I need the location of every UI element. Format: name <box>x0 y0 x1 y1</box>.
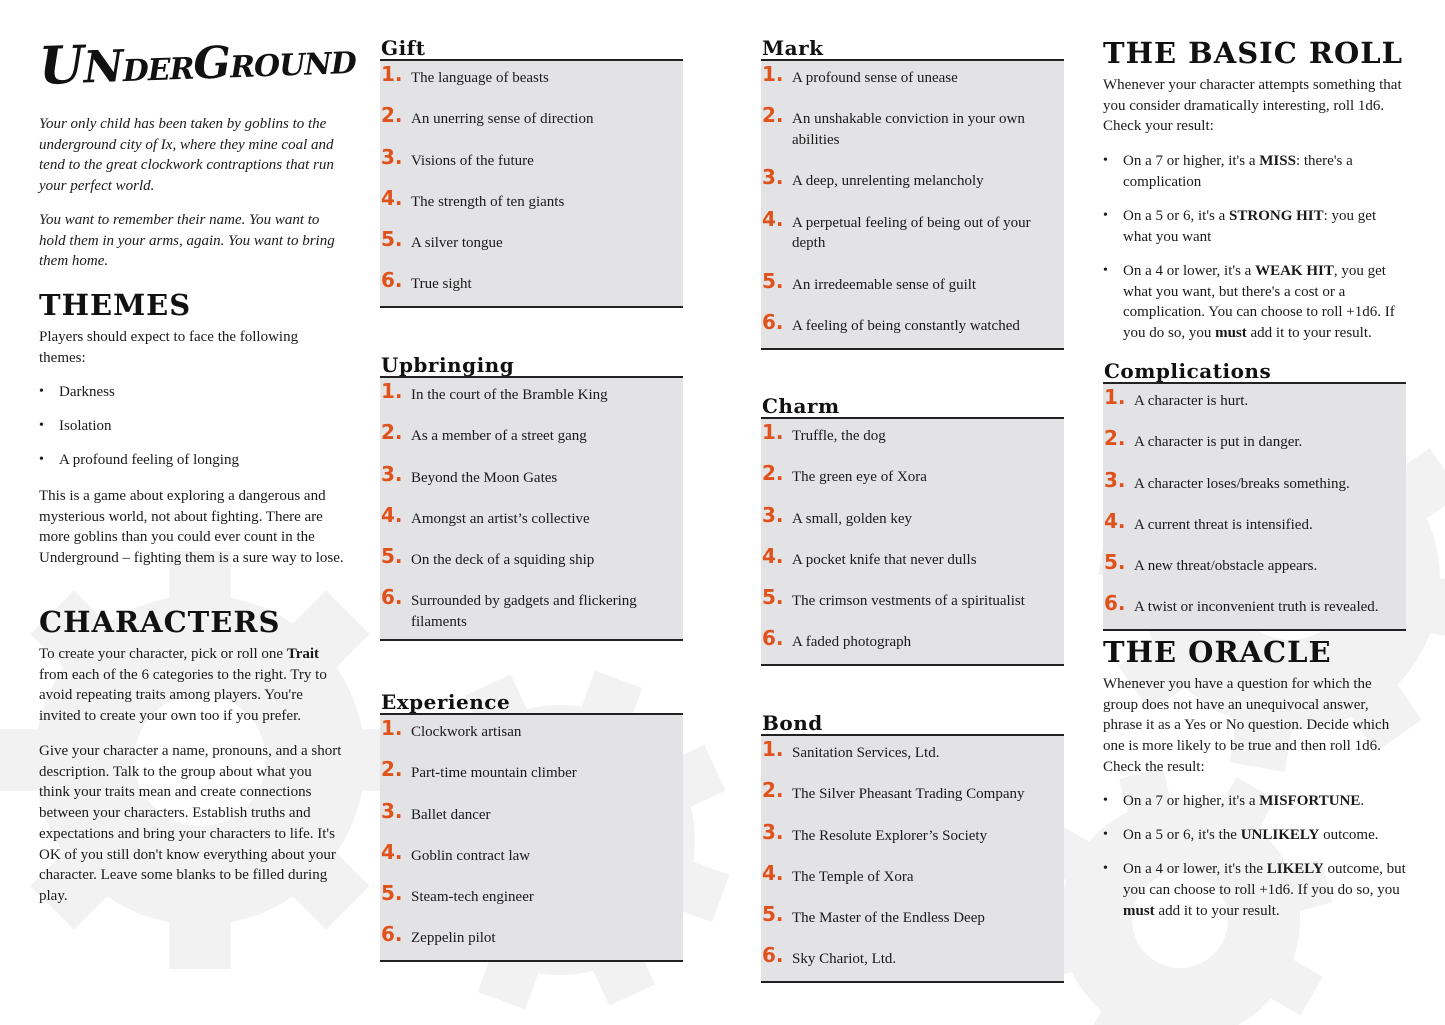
table-row[interactable] <box>380 144 683 190</box>
row-text: The language of beasts <box>411 70 549 86</box>
table-title: Upbringing <box>380 354 683 378</box>
row-number: 2. <box>381 420 403 445</box>
table-row[interactable] <box>380 798 683 844</box>
row-text: The Silver Pheasant Trading Company <box>792 786 1025 803</box>
text-fragment: outcome. <box>1319 827 1379 844</box>
row-text: Amongst an artist’s collective <box>411 510 590 527</box>
row-number: 3. <box>762 165 784 190</box>
table-row[interactable] <box>380 185 683 231</box>
table-row[interactable] <box>380 585 683 639</box>
row-text: A new threat/obstacle appears. <box>1134 558 1318 575</box>
text-fragment: G <box>192 37 231 90</box>
row-number: 4. <box>381 839 403 864</box>
text-fragment: outcome, but you can choose to roll +1d6. If you do so, you <box>1123 861 1406 899</box>
row-number: 3. <box>381 461 403 486</box>
table-row[interactable] <box>1103 591 1406 629</box>
row-number: 5. <box>762 902 784 927</box>
table-row[interactable] <box>761 778 1064 823</box>
table-row[interactable] <box>761 268 1064 314</box>
table-row[interactable] <box>380 227 683 272</box>
table-title: Charm <box>761 395 1064 419</box>
text-fragment: . <box>1360 793 1365 809</box>
experience-table <box>380 691 683 962</box>
list-item <box>1103 151 1403 192</box>
text-fragment: STRONG HIT <box>1229 207 1324 224</box>
oracle-list <box>1103 791 1406 922</box>
themes-heading: THEMES <box>39 288 192 322</box>
row-number: 4. <box>381 502 403 527</box>
text-fragment: add it to your result. <box>1154 902 1280 919</box>
intro-paragraph: Your only child has been taken by goblins to the underground city of Ix, where they mine coal and tend to the great clockwork contraptions that run your perfect world. <box>39 116 334 195</box>
row-text: A profound sense of unease <box>792 70 958 86</box>
text-fragment: On a 5 or 6, it's a <box>1123 207 1230 224</box>
row-text: The Resolute Explorer’s Society <box>792 827 988 844</box>
table-row[interactable] <box>1103 467 1406 513</box>
text-fragment: To create your character, pick or roll one <box>39 646 287 662</box>
row-text: Clockwork artisan <box>411 724 522 740</box>
table-row[interactable] <box>380 502 683 548</box>
row-number: 1. <box>762 62 784 86</box>
text-fragment: On a 7 or higher, it's a <box>1123 793 1260 809</box>
table-row[interactable] <box>1103 508 1406 554</box>
text-fragment: On a 4 or lower, it's the <box>1123 861 1267 878</box>
bond-table <box>761 712 1064 983</box>
text-fragment: ROUND <box>229 45 357 86</box>
row-number: 1. <box>381 379 403 403</box>
row-number: 6. <box>762 626 784 651</box>
row-text: True sight <box>411 276 472 293</box>
row-text: A current threat is intensified. <box>1134 516 1313 533</box>
row-number: 2. <box>762 461 784 486</box>
upbringing-table <box>380 354 683 641</box>
row-text: A character loses/breaks something. <box>1134 475 1350 492</box>
row-number: 3. <box>381 144 403 169</box>
text-fragment: : you get what you want <box>1123 207 1377 245</box>
text-fragment: must <box>1215 324 1247 341</box>
table-row[interactable] <box>761 585 1064 630</box>
table-row[interactable] <box>761 819 1064 865</box>
table-title: Complications <box>1103 360 1406 384</box>
table-row[interactable] <box>761 420 1064 465</box>
table-row[interactable] <box>380 716 683 761</box>
text-fragment: Trait <box>286 646 320 662</box>
list-item <box>1103 825 1406 846</box>
text-fragment: MISFORTUNE <box>1259 793 1361 809</box>
row-text: A character is hurt. <box>1134 393 1249 409</box>
row-text: In the court of the Bramble King <box>411 387 608 403</box>
table-row[interactable] <box>761 737 1064 782</box>
row-text: A feeling of being constantly watched <box>792 317 1020 334</box>
text-fragment: On a 5 or 6, it's the <box>1123 827 1241 844</box>
mark-table <box>761 37 1064 350</box>
table-title: Bond <box>761 712 1064 736</box>
row-number: 3. <box>762 502 784 527</box>
row-number: 1. <box>762 420 784 444</box>
row-number: 4. <box>762 206 784 231</box>
row-text: A character is put in danger. <box>1134 434 1303 451</box>
row-number: 4. <box>1104 508 1126 533</box>
row-number: 2. <box>762 103 784 128</box>
text-fragment: On a 7 or higher, it's a <box>1123 153 1260 169</box>
list-item: • Darkness <box>39 382 339 403</box>
row-text: Part-time mountain climber <box>411 765 577 782</box>
row-number: 4. <box>762 860 784 885</box>
row-number: 6. <box>762 309 784 334</box>
text-fragment: , you get what you want, but there's a cost or a complication. You can choose to roll +1d6. If you do so, you <box>1123 262 1395 341</box>
basic-roll-heading: THE BASIC ROLL <box>1103 36 1404 70</box>
table-row[interactable] <box>380 379 683 424</box>
row-text: A silver tongue <box>411 235 503 252</box>
row-number: 2. <box>381 757 403 782</box>
table-row[interactable] <box>761 165 1064 210</box>
basic-roll-lead: Whenever your character attempts something that you consider dramatically interesting, roll 1d6. Check your result: <box>1103 77 1402 135</box>
text-fragment: : there's a complication <box>1123 153 1353 190</box>
row-number: 6. <box>381 922 403 947</box>
charm-table <box>761 395 1064 666</box>
basic-roll-list <box>1103 151 1403 344</box>
row-text: Sky Chariot, Ltd. <box>792 951 897 968</box>
row-text: Ballet dancer <box>411 806 491 823</box>
table-row[interactable] <box>761 502 1064 548</box>
table-row[interactable] <box>761 902 1064 947</box>
gift-table <box>380 37 683 308</box>
row-number: 1. <box>762 737 784 761</box>
table-row[interactable] <box>380 103 683 148</box>
row-text: Zeppelin pilot <box>411 930 496 947</box>
table-row[interactable] <box>1103 385 1406 430</box>
text-fragment: UNLIKELY <box>1240 827 1320 844</box>
themes-lead: Players should expect to face the following themes: <box>39 329 299 366</box>
text-fragment: from each of the 6 categories to the right. Try to avoid repeating traits among players. You're invited to create your own too if you prefer. <box>39 666 327 725</box>
table-row[interactable] <box>380 881 683 926</box>
text-fragment: must <box>1123 902 1155 919</box>
themes-list <box>39 382 339 471</box>
oracle-heading: THE ORACLE <box>1103 635 1332 669</box>
row-text: Beyond the Moon Gates <box>411 469 558 486</box>
row-number: 4. <box>381 185 403 210</box>
row-number: 2. <box>1104 426 1126 451</box>
table-title: Gift <box>380 37 683 61</box>
row-number: 6. <box>762 943 784 968</box>
row-number: 1. <box>1104 385 1126 409</box>
row-text: The strength of ten giants <box>411 193 565 210</box>
list-item: • A profound feeling of longing <box>39 450 339 471</box>
row-text: Visions of the future <box>411 152 534 169</box>
themes-description: This is a game about exploring a dangerous and mysterious world, not about fighting. There are more goblins than you could ever count in the Underground – fighting them is a sure way to lose. <box>39 488 344 567</box>
text-fragment: DER <box>122 51 195 90</box>
intro-paragraph: You want to remember their name. You want to hold them in your arms, again. You want to bring them home. <box>39 212 335 270</box>
row-text: The crimson vestments of a spiritualist <box>792 593 1025 610</box>
table-row[interactable] <box>380 420 683 465</box>
table-row[interactable] <box>761 461 1064 506</box>
text-fragment: On a 4 or lower, it's a <box>1123 262 1256 279</box>
row-text: A pocket knife that never dulls <box>792 551 977 568</box>
row-text: Sanitation Services, Ltd. <box>792 745 940 761</box>
row-text: A small, golden key <box>792 510 912 527</box>
list-item: • Isolation <box>39 416 339 437</box>
table-row[interactable] <box>380 62 683 107</box>
table-row[interactable] <box>761 543 1064 589</box>
table-row[interactable] <box>380 268 683 306</box>
list-item <box>1103 206 1403 247</box>
text-fragment: LIKELY <box>1266 861 1324 878</box>
row-text: A faded photograph <box>792 634 912 651</box>
row-number: 5. <box>381 881 403 906</box>
row-text: A perpetual feeling of being out of your depth <box>792 214 1031 252</box>
text-fragment: MISS <box>1259 153 1296 169</box>
list-item <box>1103 261 1403 344</box>
table-row[interactable] <box>761 206 1064 273</box>
row-number: 5. <box>1104 550 1126 575</box>
table-row[interactable] <box>761 943 1064 981</box>
characters-paragraph <box>39 644 341 727</box>
table-row[interactable] <box>1103 426 1406 471</box>
row-number: 5. <box>381 227 403 252</box>
table-row[interactable] <box>761 62 1064 107</box>
table-row[interactable] <box>380 461 683 507</box>
table-row[interactable] <box>380 757 683 802</box>
table-row[interactable] <box>761 309 1064 348</box>
row-number: 5. <box>762 268 784 293</box>
row-text: The Temple of Xora <box>792 868 914 885</box>
table-row[interactable] <box>761 860 1064 906</box>
characters-paragraph: Give your character a name, pronouns, and a short description. Talk to the group about what you think your traits mean and create connections between your characters. Establish truths and expectations and bring your characters to life. It's OK of you still don't know everything about your character. Leave some blanks to be filled during play. <box>39 743 342 904</box>
complications-table <box>1103 360 1406 631</box>
list-item <box>1103 859 1406 921</box>
row-text: As a member of a street gang <box>411 428 587 445</box>
table-row[interactable] <box>380 544 683 589</box>
row-text: Truffle, the dog <box>792 428 886 444</box>
text-fragment: U <box>37 34 85 97</box>
row-number: 1. <box>381 62 403 86</box>
row-number: 6. <box>381 585 403 610</box>
row-number: 5. <box>381 544 403 569</box>
text-fragment: N <box>82 41 124 94</box>
row-number: 3. <box>1104 467 1126 492</box>
table-title: Mark <box>761 37 1064 61</box>
row-text: An unshakable conviction in your own abilities <box>792 111 1025 148</box>
row-number: 2. <box>762 778 784 803</box>
row-number: 5. <box>762 585 784 610</box>
row-text: The green eye of Xora <box>792 469 927 486</box>
text-fragment: WEAK HIT <box>1255 262 1334 279</box>
row-number: 3. <box>762 819 784 844</box>
list-item <box>1103 791 1406 812</box>
row-number: 6. <box>1104 591 1126 616</box>
game-title-logo <box>38 25 357 97</box>
row-text: A deep, unrelenting melancholy <box>792 173 984 190</box>
table-row[interactable] <box>380 839 683 885</box>
row-text: A twist or inconvenient truth is revealed. <box>1134 599 1379 616</box>
text-fragment: add it to your result. <box>1246 324 1372 341</box>
table-row[interactable] <box>761 103 1064 169</box>
table-row[interactable] <box>761 626 1064 664</box>
table-row[interactable] <box>1103 550 1406 595</box>
row-number: 3. <box>381 798 403 823</box>
row-text: Surrounded by gadgets and flickering filaments <box>411 593 637 631</box>
row-text: The Master of the Endless Deep <box>792 910 985 927</box>
row-number: 1. <box>381 716 403 740</box>
characters-heading: CHARACTERS <box>39 605 281 639</box>
row-text: An unerring sense of direction <box>411 111 594 128</box>
table-row[interactable] <box>380 922 683 960</box>
row-text: Goblin contract law <box>411 847 531 864</box>
row-text: Steam-tech engineer <box>411 889 534 906</box>
table-title: Experience <box>380 691 683 715</box>
row-number: 2. <box>381 103 403 128</box>
row-text: On the deck of a squiding ship <box>411 552 595 569</box>
oracle-lead: Whenever you have a question for which the group does not have an unequivocal answer, phrase it as a Yes or No question. Decide which one is more likely to be true and then roll 1d6. Check the result: <box>1103 676 1390 775</box>
row-number: 6. <box>381 268 403 293</box>
row-number: 4. <box>762 543 784 568</box>
row-text: An irredeemable sense of guilt <box>792 276 977 293</box>
